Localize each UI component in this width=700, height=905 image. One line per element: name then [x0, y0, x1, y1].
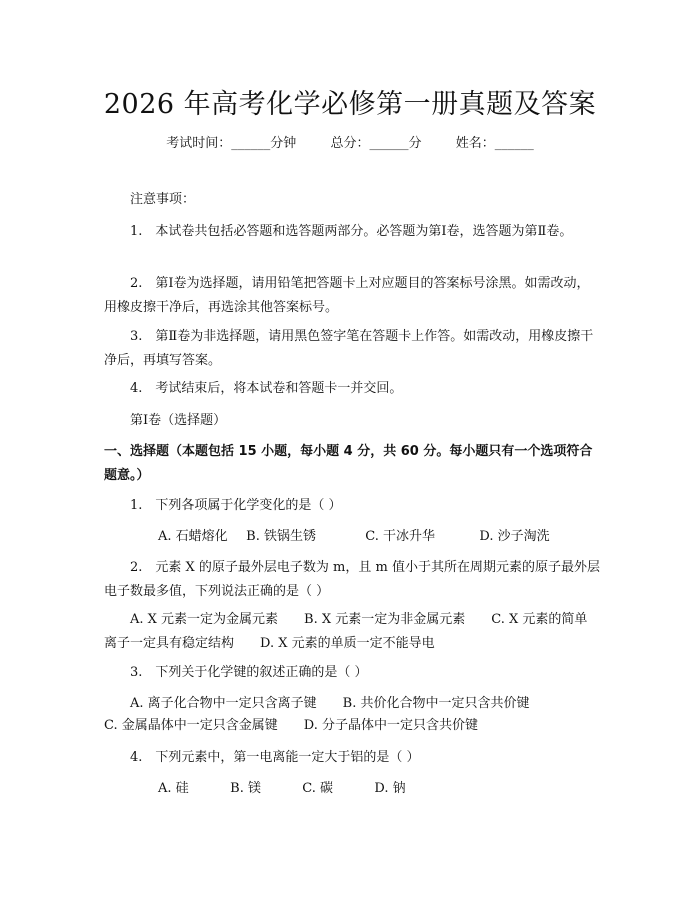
question-4-option-b: B. 镁 — [230, 781, 261, 796]
question-1-option-a: A. 石蜡熔化 — [158, 529, 228, 544]
note-item-3: 3. 第Ⅱ卷为非选择题，请用黑色签字笔在答题卡上作答。如需改动，用橡皮擦干净后，再填写答案。 — [104, 329, 594, 368]
question-2-stem: 2. 元素 X 的原子最外层电子数为 m，且 m 值小于其所在周期元素的原子最外层电子数最多值，下列说法正确的是（ ） — [104, 560, 600, 599]
exam-meta — [0, 132, 700, 151]
note-item-1: 1. 本试卷共包括必答题和选答题两部分。必答题为第Ⅰ卷，选答题为第Ⅱ卷。 — [130, 224, 573, 239]
question-4-options — [158, 777, 406, 801]
question-4-option-c: C. 碳 — [302, 781, 334, 796]
question-1-option-b: B. 铁锅生锈 — [246, 529, 316, 544]
question-3-options-line-1: A. 离子化合物中一定只含离子键 B. 共价化合物中一定只含共价键 — [130, 696, 530, 711]
question-3-stem: 3. 下列关于化学键的叙述正确的是（ ） — [130, 665, 368, 680]
page-title: 2026 年高考化学必修第一册真题及答案 — [103, 89, 597, 120]
time-field: 考试时间：______分钟 — [166, 136, 297, 151]
question-4-option-a: A. 硅 — [158, 781, 189, 796]
note-item-2: 2. 第Ⅰ卷为选择题，请用铅笔把答题卡上对应题目的答案标号涂黑。如需改动，用橡皮擦干净后，再选涂其他答案标号。 — [104, 276, 590, 315]
question-3-options-line-2: C. 金属晶体中一定只含金属键 D. 分子晶体中一定只含共价键 — [104, 718, 478, 733]
question-4-stem: 4. 下列元素中，第一电离能一定大于铝的是（ ） — [130, 750, 420, 765]
question-1-stem: 1. 下列各项属于化学变化的是（ ） — [130, 498, 342, 513]
question-1-option-d: D. 沙子淘洗 — [479, 529, 550, 544]
notes-heading: 注意事项： — [130, 192, 196, 207]
question-1-option-c: C. 干冰升华 — [365, 529, 436, 544]
question-4-option-d: D. 钠 — [374, 781, 406, 796]
name-field: 姓名：______ — [455, 136, 534, 151]
note-item-4: 4. 考试结束后，将本试卷和答题卡一并交回。 — [130, 381, 403, 396]
question-2-options: A. X 元素一定为金属元素 B. X 元素一定为非金属元素 C. X 元素的简单离子一定具有稳定结构 D. X 元素的单质一定不能导电 — [104, 612, 588, 651]
section-heading: 一、选择题（本题包括 15 小题，每小题 4 分，共 60 分。每小题只有一个选项符合题意。） — [104, 444, 593, 483]
score-field: 总分：______分 — [330, 136, 422, 151]
question-1-options — [158, 525, 550, 549]
volume-label: 第Ⅰ卷（选择题） — [130, 413, 227, 428]
